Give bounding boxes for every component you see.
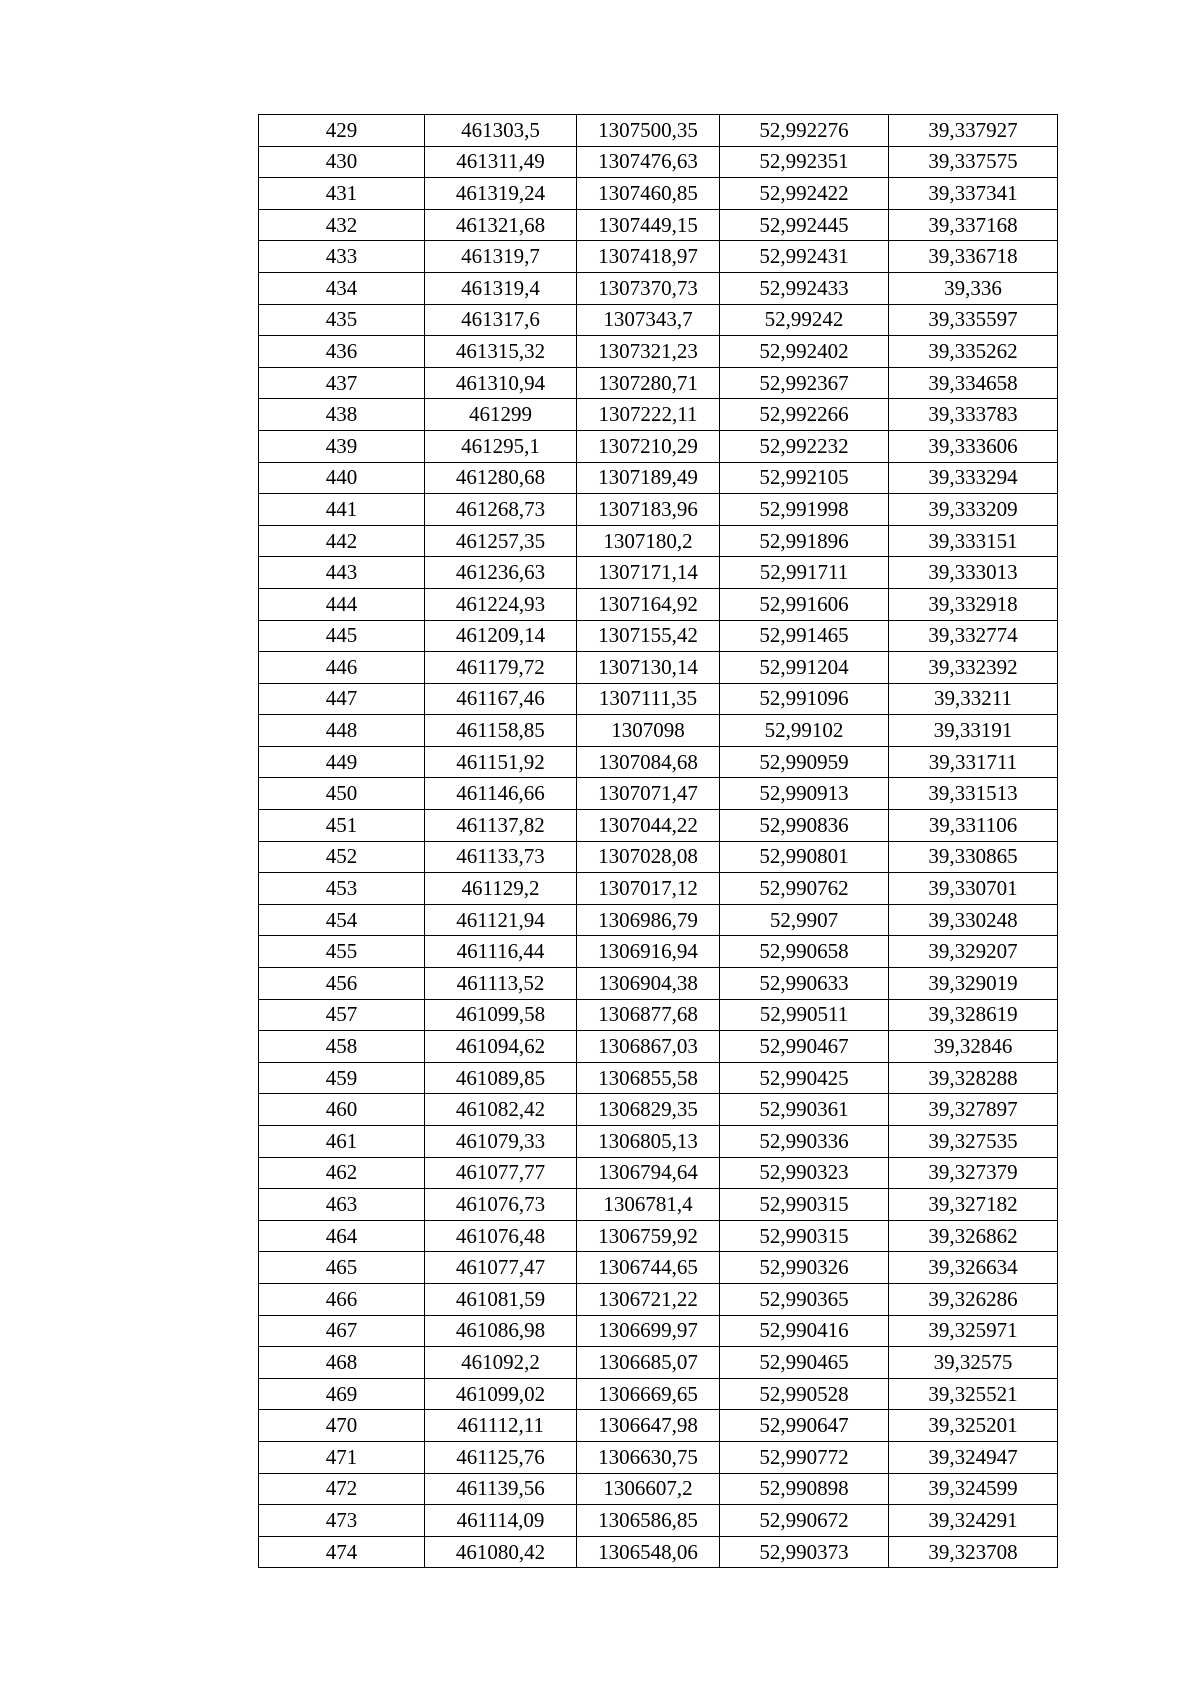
latitude-cell: 52,992351 (720, 146, 889, 178)
longitude-cell: 39,328619 (889, 999, 1058, 1031)
longitude-cell: 39,335262 (889, 336, 1058, 368)
longitude-cell: 39,324599 (889, 1473, 1058, 1505)
table-row (259, 778, 1058, 810)
point-number-cell: 432 (259, 209, 425, 241)
longitude-cell: 39,326634 (889, 1252, 1058, 1284)
longitude-cell: 39,330248 (889, 904, 1058, 936)
longitude-cell: 39,326862 (889, 1220, 1058, 1252)
y-coordinate-cell: 1306904,38 (577, 968, 720, 1000)
x-coordinate-cell: 461319,24 (425, 178, 577, 210)
y-coordinate-cell: 1306586,85 (577, 1505, 720, 1537)
latitude-cell: 52,990326 (720, 1252, 889, 1284)
point-number-cell: 446 (259, 652, 425, 684)
longitude-cell: 39,332774 (889, 620, 1058, 652)
latitude-cell: 52,990658 (720, 936, 889, 968)
table-row (259, 652, 1058, 684)
table-row (259, 1536, 1058, 1568)
point-number-cell: 447 (259, 683, 425, 715)
latitude-cell: 52,990772 (720, 1441, 889, 1473)
table-row (259, 1031, 1058, 1063)
longitude-cell: 39,329019 (889, 968, 1058, 1000)
table-row (259, 841, 1058, 873)
y-coordinate-cell: 1307418,97 (577, 241, 720, 273)
point-number-cell: 431 (259, 178, 425, 210)
point-number-cell: 435 (259, 304, 425, 336)
latitude-cell: 52,990365 (720, 1283, 889, 1315)
longitude-cell: 39,331513 (889, 778, 1058, 810)
latitude-cell: 52,990959 (720, 746, 889, 778)
longitude-cell: 39,324291 (889, 1505, 1058, 1537)
y-coordinate-cell: 1307098 (577, 715, 720, 747)
y-coordinate-cell: 1307370,73 (577, 272, 720, 304)
longitude-cell: 39,332918 (889, 588, 1058, 620)
table-row (259, 936, 1058, 968)
point-number-cell: 470 (259, 1410, 425, 1442)
x-coordinate-cell: 461133,73 (425, 841, 577, 873)
longitude-cell: 39,327379 (889, 1157, 1058, 1189)
latitude-cell: 52,992422 (720, 178, 889, 210)
point-number-cell: 437 (259, 367, 425, 399)
longitude-cell: 39,333294 (889, 462, 1058, 494)
point-number-cell: 438 (259, 399, 425, 431)
table-row (259, 146, 1058, 178)
point-number-cell: 459 (259, 1062, 425, 1094)
x-coordinate-cell: 461121,94 (425, 904, 577, 936)
y-coordinate-cell: 1307017,12 (577, 873, 720, 905)
latitude-cell: 52,990416 (720, 1315, 889, 1347)
latitude-cell: 52,990528 (720, 1378, 889, 1410)
y-coordinate-cell: 1307155,42 (577, 620, 720, 652)
point-number-cell: 458 (259, 1031, 425, 1063)
x-coordinate-cell: 461146,66 (425, 778, 577, 810)
y-coordinate-cell: 1307164,92 (577, 588, 720, 620)
x-coordinate-cell: 461315,32 (425, 336, 577, 368)
latitude-cell: 52,990913 (720, 778, 889, 810)
y-coordinate-cell: 1307180,2 (577, 525, 720, 557)
table-row (259, 810, 1058, 842)
point-number-cell: 439 (259, 430, 425, 462)
x-coordinate-cell: 461321,68 (425, 209, 577, 241)
x-coordinate-cell: 461179,72 (425, 652, 577, 684)
latitude-cell: 52,990836 (720, 810, 889, 842)
longitude-cell: 39,336 (889, 272, 1058, 304)
y-coordinate-cell: 1306699,97 (577, 1315, 720, 1347)
latitude-cell: 52,990315 (720, 1189, 889, 1221)
table-row (259, 588, 1058, 620)
y-coordinate-cell: 1307321,23 (577, 336, 720, 368)
x-coordinate-cell: 461139,56 (425, 1473, 577, 1505)
table-row (259, 557, 1058, 589)
y-coordinate-cell: 1306744,65 (577, 1252, 720, 1284)
y-coordinate-cell: 1307222,11 (577, 399, 720, 431)
point-number-cell: 461 (259, 1126, 425, 1158)
point-number-cell: 472 (259, 1473, 425, 1505)
longitude-cell: 39,337927 (889, 115, 1058, 147)
latitude-cell: 52,9907 (720, 904, 889, 936)
longitude-cell: 39,327182 (889, 1189, 1058, 1221)
latitude-cell: 52,990467 (720, 1031, 889, 1063)
y-coordinate-cell: 1307460,85 (577, 178, 720, 210)
table-row (259, 430, 1058, 462)
latitude-cell: 52,992232 (720, 430, 889, 462)
table-row (259, 746, 1058, 778)
x-coordinate-cell: 461076,48 (425, 1220, 577, 1252)
latitude-cell: 52,990315 (720, 1220, 889, 1252)
latitude-cell: 52,990465 (720, 1347, 889, 1379)
longitude-cell: 39,325971 (889, 1315, 1058, 1347)
longitude-cell: 39,333013 (889, 557, 1058, 589)
point-number-cell: 450 (259, 778, 425, 810)
latitude-cell: 52,990323 (720, 1157, 889, 1189)
longitude-cell: 39,331106 (889, 810, 1058, 842)
point-number-cell: 463 (259, 1189, 425, 1221)
latitude-cell: 52,990898 (720, 1473, 889, 1505)
x-coordinate-cell: 461089,85 (425, 1062, 577, 1094)
table-row (259, 683, 1058, 715)
table-row (259, 304, 1058, 336)
x-coordinate-cell: 461112,11 (425, 1410, 577, 1442)
latitude-cell: 52,99102 (720, 715, 889, 747)
point-number-cell: 434 (259, 272, 425, 304)
point-number-cell: 443 (259, 557, 425, 589)
x-coordinate-cell: 461167,46 (425, 683, 577, 715)
table-row (259, 1062, 1058, 1094)
y-coordinate-cell: 1306647,98 (577, 1410, 720, 1442)
x-coordinate-cell: 461129,2 (425, 873, 577, 905)
point-number-cell: 469 (259, 1378, 425, 1410)
latitude-cell: 52,990336 (720, 1126, 889, 1158)
longitude-cell: 39,334658 (889, 367, 1058, 399)
longitude-cell: 39,336718 (889, 241, 1058, 273)
longitude-cell: 39,333151 (889, 525, 1058, 557)
table-row (259, 115, 1058, 147)
latitude-cell: 52,991204 (720, 652, 889, 684)
table-row (259, 1189, 1058, 1221)
table-row (259, 1505, 1058, 1537)
latitude-cell: 52,991465 (720, 620, 889, 652)
table-row (259, 1157, 1058, 1189)
point-number-cell: 453 (259, 873, 425, 905)
longitude-cell: 39,33191 (889, 715, 1058, 747)
x-coordinate-cell: 461092,2 (425, 1347, 577, 1379)
x-coordinate-cell: 461080,42 (425, 1536, 577, 1568)
table-row (259, 462, 1058, 494)
x-coordinate-cell: 461094,62 (425, 1031, 577, 1063)
longitude-cell: 39,333783 (889, 399, 1058, 431)
table-row (259, 904, 1058, 936)
latitude-cell: 52,992433 (720, 272, 889, 304)
y-coordinate-cell: 1306781,4 (577, 1189, 720, 1221)
table-row (259, 1378, 1058, 1410)
longitude-cell: 39,327897 (889, 1094, 1058, 1126)
latitude-cell: 52,992402 (720, 336, 889, 368)
point-number-cell: 429 (259, 115, 425, 147)
x-coordinate-cell: 461151,92 (425, 746, 577, 778)
point-number-cell: 474 (259, 1536, 425, 1568)
latitude-cell: 52,990373 (720, 1536, 889, 1568)
y-coordinate-cell: 1307028,08 (577, 841, 720, 873)
latitude-cell: 52,990647 (720, 1410, 889, 1442)
table-row (259, 1283, 1058, 1315)
latitude-cell: 52,990633 (720, 968, 889, 1000)
latitude-cell: 52,990762 (720, 873, 889, 905)
point-number-cell: 433 (259, 241, 425, 273)
x-coordinate-cell: 461311,49 (425, 146, 577, 178)
x-coordinate-cell: 461076,73 (425, 1189, 577, 1221)
coordinates-table (258, 114, 1058, 1568)
x-coordinate-cell: 461086,98 (425, 1315, 577, 1347)
table-row (259, 241, 1058, 273)
table-row (259, 178, 1058, 210)
y-coordinate-cell: 1307071,47 (577, 778, 720, 810)
point-number-cell: 448 (259, 715, 425, 747)
y-coordinate-cell: 1306630,75 (577, 1441, 720, 1473)
table-row (259, 1473, 1058, 1505)
y-coordinate-cell: 1307343,7 (577, 304, 720, 336)
point-number-cell: 451 (259, 810, 425, 842)
longitude-cell: 39,325521 (889, 1378, 1058, 1410)
x-coordinate-cell: 461082,42 (425, 1094, 577, 1126)
latitude-cell: 52,99242 (720, 304, 889, 336)
latitude-cell: 52,990425 (720, 1062, 889, 1094)
x-coordinate-cell: 461209,14 (425, 620, 577, 652)
longitude-cell: 39,337168 (889, 209, 1058, 241)
point-number-cell: 430 (259, 146, 425, 178)
x-coordinate-cell: 461236,63 (425, 557, 577, 589)
y-coordinate-cell: 1307171,14 (577, 557, 720, 589)
y-coordinate-cell: 1306829,35 (577, 1094, 720, 1126)
longitude-cell: 39,330865 (889, 841, 1058, 873)
point-number-cell: 462 (259, 1157, 425, 1189)
point-number-cell: 441 (259, 494, 425, 526)
x-coordinate-cell: 461081,59 (425, 1283, 577, 1315)
x-coordinate-cell: 461077,47 (425, 1252, 577, 1284)
point-number-cell: 455 (259, 936, 425, 968)
table-row (259, 367, 1058, 399)
point-number-cell: 457 (259, 999, 425, 1031)
point-number-cell: 449 (259, 746, 425, 778)
y-coordinate-cell: 1306759,92 (577, 1220, 720, 1252)
y-coordinate-cell: 1307183,96 (577, 494, 720, 526)
longitude-cell: 39,324947 (889, 1441, 1058, 1473)
latitude-cell: 52,991896 (720, 525, 889, 557)
x-coordinate-cell: 461116,44 (425, 936, 577, 968)
longitude-cell: 39,333606 (889, 430, 1058, 462)
y-coordinate-cell: 1306916,94 (577, 936, 720, 968)
table-row (259, 1252, 1058, 1284)
y-coordinate-cell: 1306669,65 (577, 1378, 720, 1410)
latitude-cell: 52,991998 (720, 494, 889, 526)
table-row (259, 1347, 1058, 1379)
longitude-cell: 39,326286 (889, 1283, 1058, 1315)
x-coordinate-cell: 461295,1 (425, 430, 577, 462)
latitude-cell: 52,992276 (720, 115, 889, 147)
x-coordinate-cell: 461137,82 (425, 810, 577, 842)
longitude-cell: 39,333209 (889, 494, 1058, 526)
y-coordinate-cell: 1307044,22 (577, 810, 720, 842)
y-coordinate-cell: 1307084,68 (577, 746, 720, 778)
y-coordinate-cell: 1306607,2 (577, 1473, 720, 1505)
y-coordinate-cell: 1307130,14 (577, 652, 720, 684)
point-number-cell: 436 (259, 336, 425, 368)
x-coordinate-cell: 461113,52 (425, 968, 577, 1000)
point-number-cell: 464 (259, 1220, 425, 1252)
y-coordinate-cell: 1306986,79 (577, 904, 720, 936)
latitude-cell: 52,990801 (720, 841, 889, 873)
y-coordinate-cell: 1307210,29 (577, 430, 720, 462)
y-coordinate-cell: 1306794,64 (577, 1157, 720, 1189)
y-coordinate-cell: 1307476,63 (577, 146, 720, 178)
longitude-cell: 39,32575 (889, 1347, 1058, 1379)
latitude-cell: 52,992445 (720, 209, 889, 241)
point-number-cell: 473 (259, 1505, 425, 1537)
latitude-cell: 52,992266 (720, 399, 889, 431)
longitude-cell: 39,328288 (889, 1062, 1058, 1094)
longitude-cell: 39,335597 (889, 304, 1058, 336)
x-coordinate-cell: 461303,5 (425, 115, 577, 147)
longitude-cell: 39,329207 (889, 936, 1058, 968)
table-row (259, 999, 1058, 1031)
x-coordinate-cell: 461257,35 (425, 525, 577, 557)
x-coordinate-cell: 461268,73 (425, 494, 577, 526)
point-number-cell: 465 (259, 1252, 425, 1284)
x-coordinate-cell: 461125,76 (425, 1441, 577, 1473)
latitude-cell: 52,990361 (720, 1094, 889, 1126)
y-coordinate-cell: 1307189,49 (577, 462, 720, 494)
x-coordinate-cell: 461319,4 (425, 272, 577, 304)
longitude-cell: 39,331711 (889, 746, 1058, 778)
latitude-cell: 52,991606 (720, 588, 889, 620)
table-row (259, 399, 1058, 431)
latitude-cell: 52,992431 (720, 241, 889, 273)
point-number-cell: 442 (259, 525, 425, 557)
point-number-cell: 452 (259, 841, 425, 873)
longitude-cell: 39,327535 (889, 1126, 1058, 1158)
latitude-cell: 52,992105 (720, 462, 889, 494)
y-coordinate-cell: 1307449,15 (577, 209, 720, 241)
point-number-cell: 444 (259, 588, 425, 620)
point-number-cell: 466 (259, 1283, 425, 1315)
table-row (259, 1094, 1058, 1126)
table-row (259, 1315, 1058, 1347)
y-coordinate-cell: 1306805,13 (577, 1126, 720, 1158)
y-coordinate-cell: 1306685,07 (577, 1347, 720, 1379)
x-coordinate-cell: 461114,09 (425, 1505, 577, 1537)
longitude-cell: 39,332392 (889, 652, 1058, 684)
table-row (259, 620, 1058, 652)
table-row (259, 968, 1058, 1000)
table-row (259, 715, 1058, 747)
table-row (259, 1410, 1058, 1442)
y-coordinate-cell: 1306877,68 (577, 999, 720, 1031)
latitude-cell: 52,992367 (720, 367, 889, 399)
table-row (259, 525, 1058, 557)
x-coordinate-cell: 461158,85 (425, 715, 577, 747)
longitude-cell: 39,325201 (889, 1410, 1058, 1442)
point-number-cell: 467 (259, 1315, 425, 1347)
x-coordinate-cell: 461319,7 (425, 241, 577, 273)
longitude-cell: 39,337575 (889, 146, 1058, 178)
longitude-cell: 39,337341 (889, 178, 1058, 210)
longitude-cell: 39,32846 (889, 1031, 1058, 1063)
x-coordinate-cell: 461280,68 (425, 462, 577, 494)
x-coordinate-cell: 461224,93 (425, 588, 577, 620)
x-coordinate-cell: 461079,33 (425, 1126, 577, 1158)
table-row (259, 1220, 1058, 1252)
longitude-cell: 39,330701 (889, 873, 1058, 905)
table-row (259, 1441, 1058, 1473)
x-coordinate-cell: 461299 (425, 399, 577, 431)
latitude-cell: 52,990511 (720, 999, 889, 1031)
point-number-cell: 440 (259, 462, 425, 494)
y-coordinate-cell: 1307111,35 (577, 683, 720, 715)
table-row (259, 272, 1058, 304)
y-coordinate-cell: 1306867,03 (577, 1031, 720, 1063)
x-coordinate-cell: 461099,02 (425, 1378, 577, 1410)
y-coordinate-cell: 1307280,71 (577, 367, 720, 399)
table-row (259, 209, 1058, 241)
table-row (259, 336, 1058, 368)
table-row (259, 494, 1058, 526)
x-coordinate-cell: 461099,58 (425, 999, 577, 1031)
point-number-cell: 445 (259, 620, 425, 652)
latitude-cell: 52,990672 (720, 1505, 889, 1537)
longitude-cell: 39,33211 (889, 683, 1058, 715)
latitude-cell: 52,991096 (720, 683, 889, 715)
point-number-cell: 471 (259, 1441, 425, 1473)
point-number-cell: 468 (259, 1347, 425, 1379)
point-number-cell: 454 (259, 904, 425, 936)
x-coordinate-cell: 461310,94 (425, 367, 577, 399)
y-coordinate-cell: 1306548,06 (577, 1536, 720, 1568)
point-number-cell: 460 (259, 1094, 425, 1126)
coordinates-table-body (259, 115, 1058, 1568)
table-row (259, 873, 1058, 905)
longitude-cell: 39,323708 (889, 1536, 1058, 1568)
y-coordinate-cell: 1306855,58 (577, 1062, 720, 1094)
x-coordinate-cell: 461077,77 (425, 1157, 577, 1189)
point-number-cell: 456 (259, 968, 425, 1000)
latitude-cell: 52,991711 (720, 557, 889, 589)
y-coordinate-cell: 1307500,35 (577, 115, 720, 147)
y-coordinate-cell: 1306721,22 (577, 1283, 720, 1315)
table-row (259, 1126, 1058, 1158)
x-coordinate-cell: 461317,6 (425, 304, 577, 336)
